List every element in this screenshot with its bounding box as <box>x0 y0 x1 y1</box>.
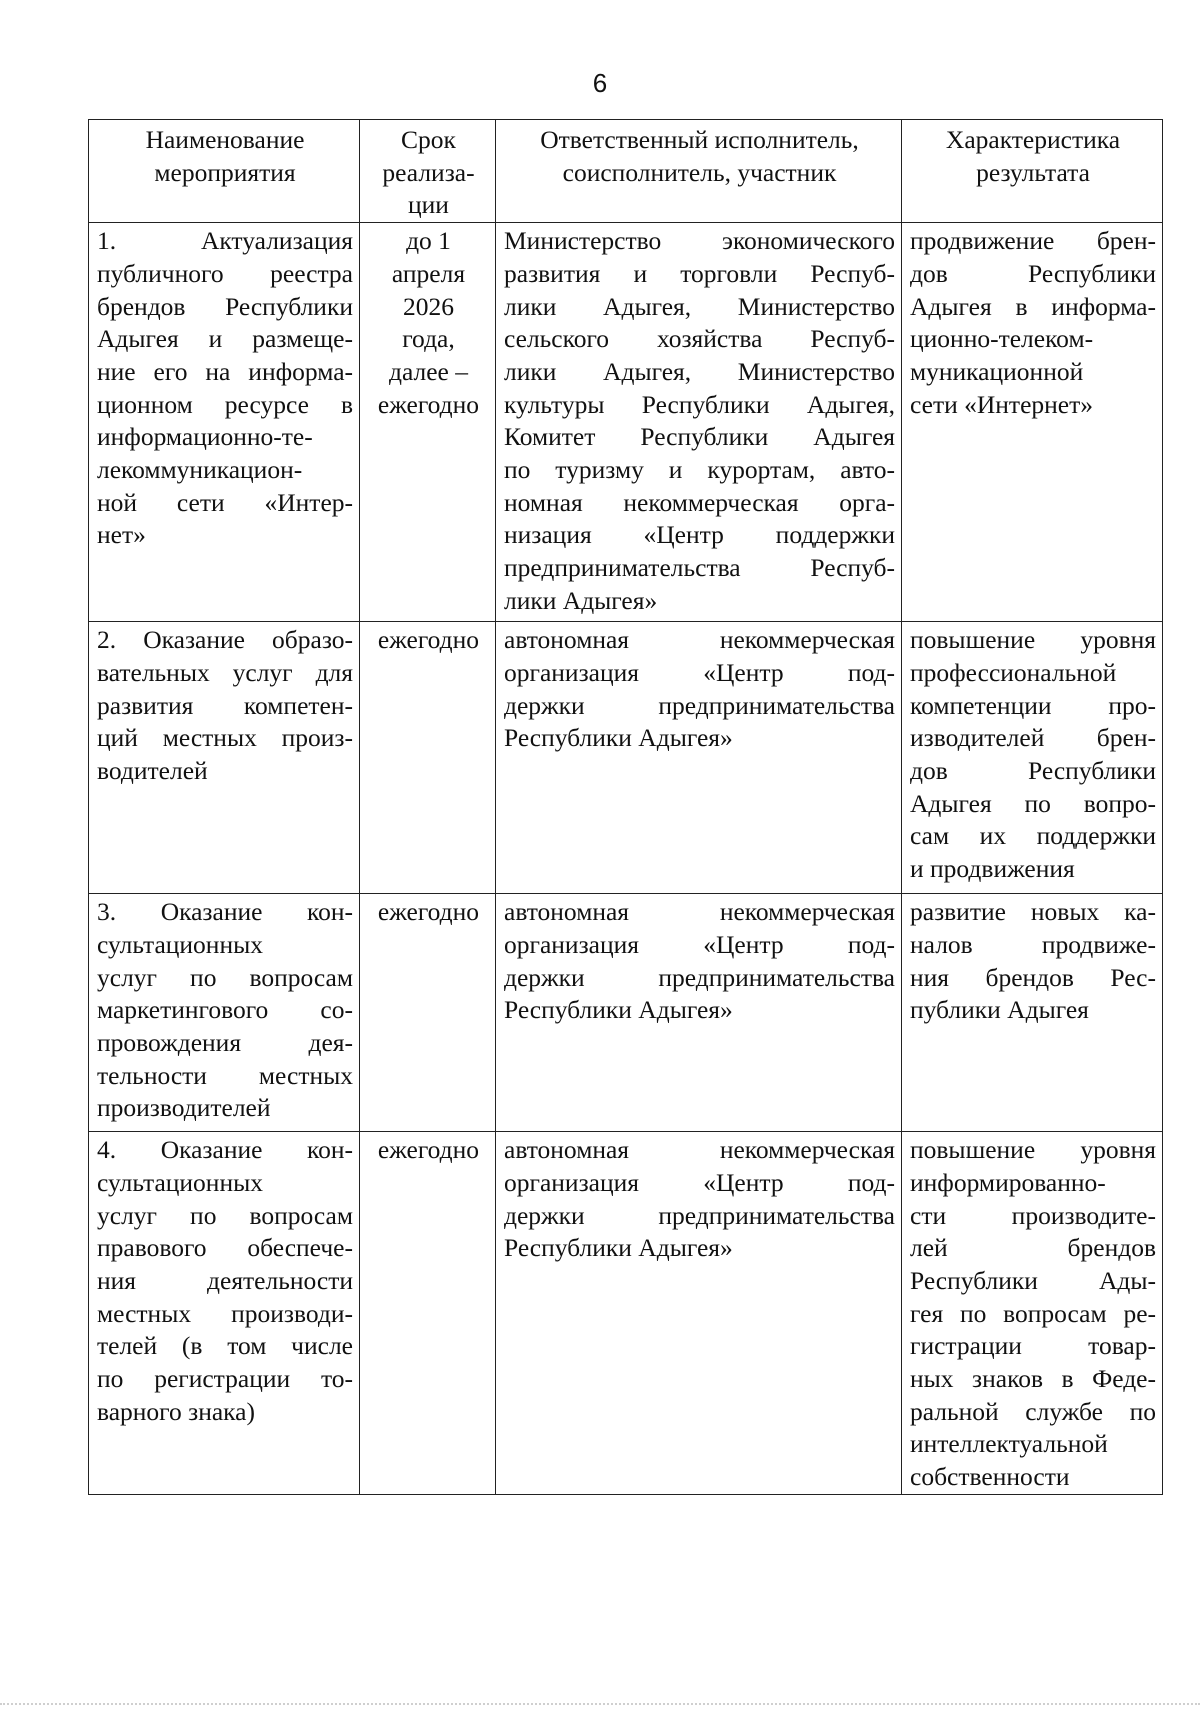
cell-line: ния брендов Рес- <box>910 962 1156 992</box>
cell-line: лики Адыгея» <box>504 585 658 615</box>
cell-line: организация «Центр под- <box>504 1167 895 1197</box>
cell-line: продвижение брен- <box>910 226 1156 256</box>
cell-line: ральной службе по <box>910 1396 1156 1426</box>
cell-line: маркетингового со- <box>97 995 353 1025</box>
executor-cell <box>496 622 902 894</box>
page-number: 6 <box>592 68 608 98</box>
cell-line: и продвижения <box>910 854 1075 884</box>
cell-line: гея по вопросам ре- <box>910 1298 1156 1328</box>
cell-line: Республики Адыгея» <box>504 995 733 1025</box>
cell-line: лики Адыгея, Министерство <box>504 291 895 321</box>
cell-line: развитие новых ка- <box>910 897 1156 927</box>
cell-line: информированно- <box>910 1167 1106 1197</box>
header-responsible-executor <box>496 120 902 223</box>
result-cell <box>902 1132 1163 1495</box>
cell-line: ционном ресурсе в <box>97 389 353 419</box>
cell-line: апреля <box>391 258 466 288</box>
cell-line: Ответственный исполнитель, <box>540 125 859 154</box>
cell-line: 2026 <box>403 291 454 321</box>
cell-line: услуг по вопросам <box>97 1200 353 1230</box>
table-row <box>89 1132 1163 1495</box>
cell-line: ежегодно <box>377 625 480 655</box>
executor-cell <box>496 1132 902 1495</box>
table-row <box>89 894 1163 1132</box>
header-activity-name <box>89 120 360 223</box>
cell-line: Адыгея по вопро- <box>910 788 1156 818</box>
cell-line: ных знаков в Феде- <box>910 1364 1156 1394</box>
term-cell <box>360 223 496 622</box>
cell-line: провождения дея- <box>97 1027 353 1057</box>
cell-line: производителей <box>97 1093 271 1123</box>
cell-line: сультационных <box>97 929 263 959</box>
cell-line: держки предпринимательства <box>504 690 895 720</box>
activity-name-cell <box>89 622 360 894</box>
cell-line: развития компетен- <box>97 690 353 720</box>
result-cell <box>902 223 1163 622</box>
cell-line: брендов Республики <box>97 291 353 321</box>
cell-line: местных производи- <box>97 1298 353 1328</box>
cell-line: Характеристика <box>945 125 1121 154</box>
cell-line: организация «Центр под- <box>504 657 895 687</box>
cell-line: услуг по вопросам <box>97 962 353 992</box>
cell-line: соисполнитель, участник <box>562 157 837 187</box>
cell-line: Комитет Республики Адыгея <box>504 422 895 452</box>
cell-line: интеллектуальной <box>910 1429 1108 1459</box>
header-result-description <box>902 120 1163 223</box>
cell-line: Адыгея в информа- <box>910 291 1156 321</box>
cell-line: Наименование <box>145 125 305 154</box>
cell-line: держки предпринимательства <box>504 1200 895 1230</box>
cell-line: ежегодно <box>377 389 480 419</box>
executor-cell <box>496 894 902 1132</box>
cell-line: мероприятия <box>154 157 296 187</box>
cell-line: ции <box>408 190 449 220</box>
cell-line: лей брендов <box>910 1233 1156 1263</box>
cell-line: развития и торговли Респуб- <box>504 258 895 288</box>
cell-line: сти производите- <box>910 1200 1156 1230</box>
cell-line: организация «Центр под- <box>504 929 895 959</box>
cell-line: повышение уровня <box>910 1135 1156 1165</box>
cell-line: собственности <box>910 1462 1070 1492</box>
cell-line: гистрации товар- <box>910 1331 1156 1361</box>
cell-line: до 1 <box>406 226 451 256</box>
result-cell <box>902 894 1163 1132</box>
cell-line: сам их поддержки <box>910 821 1156 851</box>
cell-line: ния деятельности <box>97 1265 353 1295</box>
cell-line: сультационных <box>97 1167 263 1197</box>
cell-line: правового обеспече- <box>97 1233 353 1263</box>
cell-line: профессиональной <box>910 657 1117 687</box>
header-implementation-term <box>360 120 496 223</box>
cell-line: повышение уровня <box>910 625 1156 655</box>
cell-line: Срок <box>401 125 456 154</box>
cell-line: ционно-телеком- <box>910 324 1094 354</box>
activity-name-cell <box>89 894 360 1132</box>
cell-line: года, <box>402 324 455 354</box>
cell-line: низация «Центр поддержки <box>504 520 895 550</box>
cell-line: культуры Республики Адыгея, <box>504 389 895 419</box>
cell-line: предпринимательства Респуб- <box>504 553 895 583</box>
cell-line: ной сети «Интер- <box>97 487 353 517</box>
cell-line: нет» <box>97 520 146 550</box>
page-bottom-edge <box>0 1703 1200 1707</box>
table-header-row <box>89 120 1163 223</box>
cell-line: варного знака) <box>97 1396 255 1426</box>
term-cell <box>360 894 496 1132</box>
executor-cell <box>496 223 902 622</box>
cell-line: вательных услуг для <box>97 657 353 687</box>
cell-line: Министерство экономического <box>504 226 895 256</box>
term-cell <box>360 1132 496 1495</box>
cell-line: держки предпринимательства <box>504 962 895 992</box>
cell-line: автономная некоммерческая <box>504 897 895 927</box>
cell-line: налов продвиже- <box>910 929 1156 959</box>
cell-line: лики Адыгея, Министерство <box>504 356 895 386</box>
cell-line: телей (в том числе <box>97 1331 353 1361</box>
cell-line: 3. Оказание кон- <box>97 897 353 927</box>
cell-line: по регистрации то- <box>97 1364 353 1394</box>
result-cell <box>902 622 1163 894</box>
cell-line: далее – <box>388 356 468 386</box>
cell-line: по туризму и курортам, авто- <box>504 455 895 485</box>
cell-line: водителей <box>97 755 208 785</box>
cell-line: номная некоммерческая орга- <box>504 487 895 517</box>
table-row <box>89 223 1163 622</box>
cell-line: Республики Адыгея» <box>504 1233 733 1263</box>
cell-line: 1. Актуализация <box>97 226 353 256</box>
activities-table <box>88 119 1163 1495</box>
cell-line: публики Адыгея <box>910 995 1089 1025</box>
term-cell <box>360 622 496 894</box>
cell-line: дов Республики <box>910 258 1156 288</box>
cell-line: изводителей брен- <box>910 723 1156 753</box>
activity-name-cell <box>89 223 360 622</box>
cell-line: 4. Оказание кон- <box>97 1135 353 1165</box>
cell-line: сельского хозяйства Респуб- <box>504 324 895 354</box>
cell-line: сети «Интернет» <box>910 389 1093 419</box>
cell-line: дов Республики <box>910 755 1156 785</box>
cell-line: реализа- <box>382 157 475 187</box>
cell-line: ежегодно <box>377 897 480 927</box>
cell-line: компетенции про- <box>910 690 1156 720</box>
cell-line: автономная некоммерческая <box>504 1135 895 1165</box>
cell-line: тельности местных <box>97 1060 353 1090</box>
cell-line: Адыгея и размеще- <box>97 324 353 354</box>
cell-line: публичного реестра <box>97 258 353 288</box>
cell-line: ций местных произ- <box>97 723 353 753</box>
cell-line: муникационной <box>910 356 1084 386</box>
cell-line: Республики Ады- <box>910 1265 1156 1295</box>
cell-line: результата <box>976 157 1090 187</box>
cell-line: ние его на информа- <box>97 356 353 386</box>
cell-line: ежегодно <box>377 1135 480 1165</box>
cell-line: 2. Оказание образо- <box>97 625 353 655</box>
table-row <box>89 622 1163 894</box>
cell-line: информационно-те- <box>97 422 313 452</box>
cell-line: лекоммуникацион- <box>97 455 303 485</box>
activity-name-cell <box>89 1132 360 1495</box>
cell-line: автономная некоммерческая <box>504 625 895 655</box>
cell-line: Республики Адыгея» <box>504 723 733 753</box>
